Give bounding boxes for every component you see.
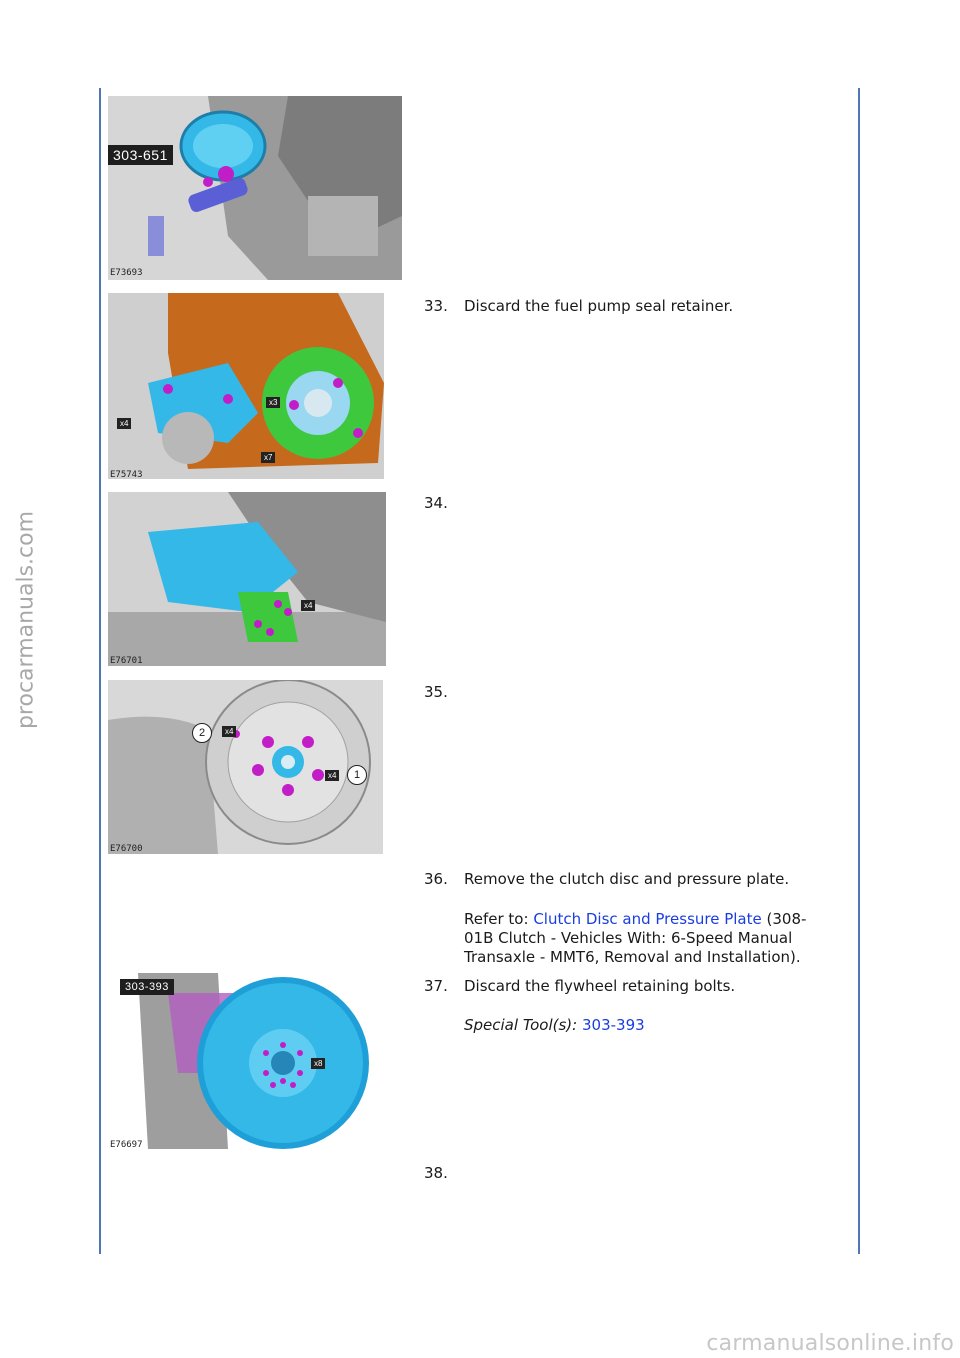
step-number: 34. <box>424 494 448 512</box>
refer-suffix: (308-01B Clutch - Vehicles With: 6-Speed Manual Transaxle - MMT6, Removal and Installation). <box>464 910 807 966</box>
step-33 <box>424 296 733 316</box>
left-frame-line <box>99 88 101 1254</box>
callout-x7: x7 <box>261 452 275 463</box>
step-38 <box>424 1163 464 1183</box>
step-text: Discard the fuel pump seal retainer. <box>464 297 734 315</box>
callout-number-1: 1 <box>347 765 367 785</box>
callout-x8: x8 <box>311 1058 325 1069</box>
step-34 <box>424 493 464 513</box>
bottom-watermark: carmanualsonline.info <box>706 1331 954 1356</box>
step-37 <box>424 976 735 996</box>
tool-badge-303-651: 303-651 <box>108 145 173 165</box>
right-frame-line <box>858 88 860 1254</box>
refer-to-paragraph <box>464 910 834 967</box>
callout-x3: x3 <box>266 397 280 408</box>
step-number: 37. <box>424 977 448 995</box>
step-number: 38. <box>424 1164 448 1182</box>
side-watermark-text: procarmanuals.com <box>13 510 39 730</box>
figure-image-3 <box>108 492 386 666</box>
step-36 <box>424 869 789 889</box>
step-text: Discard the flywheel retaining bolts. <box>464 977 736 995</box>
special-tool-link[interactable]: 303-393 <box>582 1016 645 1034</box>
step-number: 33. <box>424 297 448 315</box>
figure-code-5: E76697 <box>110 1140 143 1150</box>
callout-x4: x4 <box>325 770 339 781</box>
step-number: 35. <box>424 683 448 701</box>
figure-image-2 <box>108 293 384 479</box>
step-35 <box>424 682 464 702</box>
callout-x4: x4 <box>301 600 315 611</box>
callout-x4: x4 <box>117 418 131 429</box>
callout-x4: x4 <box>222 726 236 737</box>
figure-image-4 <box>108 680 383 854</box>
figure-code-1: E73693 <box>110 268 143 278</box>
special-tools-label: Special Tool(s): <box>464 1016 578 1034</box>
figure-code-2: E75743 <box>110 470 143 480</box>
special-tools-line <box>464 1016 834 1035</box>
clutch-disc-link[interactable]: Clutch Disc and Pressure Plate <box>533 910 762 928</box>
figure-code-4: E76700 <box>110 844 143 854</box>
callout-number-2: 2 <box>192 723 212 743</box>
figure-image-5 <box>108 973 390 1149</box>
refer-prefix: Refer to: <box>464 910 534 928</box>
side-watermark <box>6 440 46 800</box>
figure-image-1 <box>108 96 402 280</box>
step-text: Remove the clutch disc and pressure plate. <box>464 870 790 888</box>
tool-badge-303-393: 303-393 <box>120 979 174 995</box>
step-number: 36. <box>424 870 448 888</box>
figure-code-3: E76701 <box>110 656 143 666</box>
